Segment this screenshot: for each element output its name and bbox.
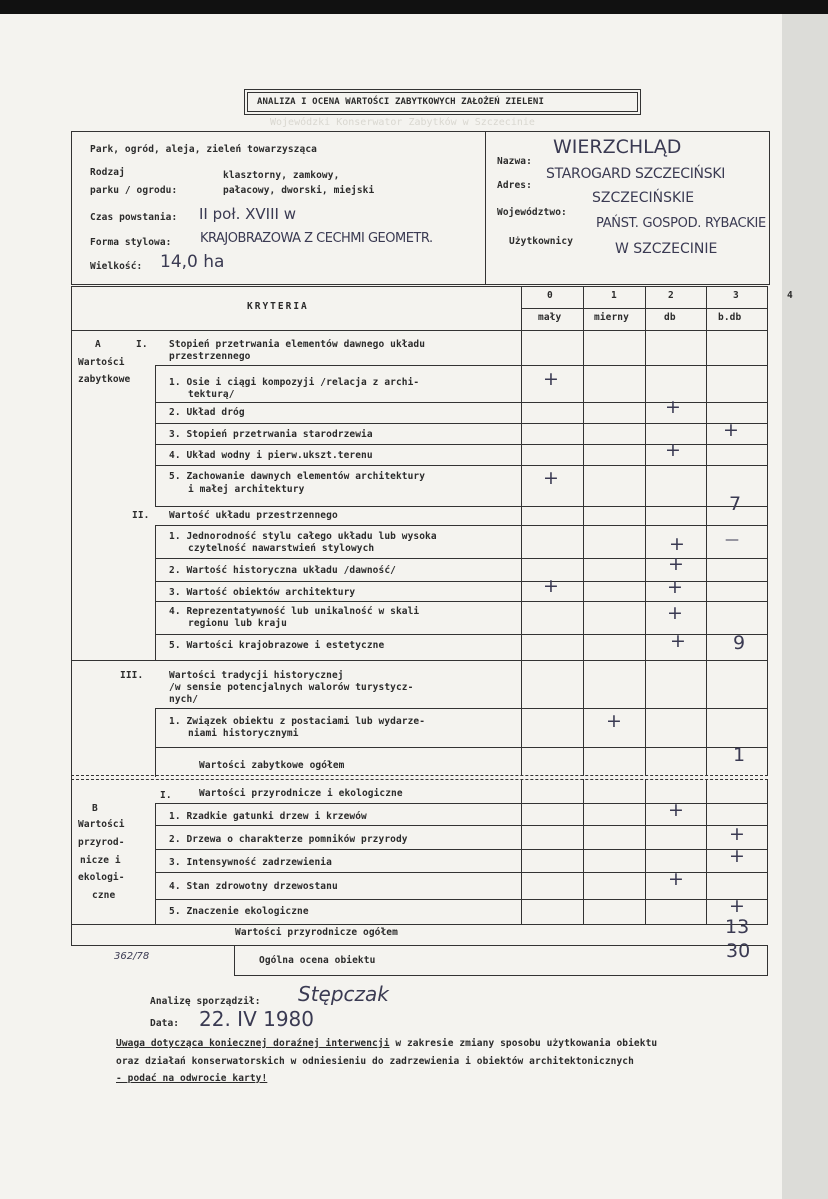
scan-top-border	[0, 0, 828, 14]
sum-zabytkowe: 1	[733, 744, 746, 766]
uwaga-line-3: - podać na odwrocie karty!	[116, 1073, 268, 1084]
czas-label: Czas powstania:	[90, 212, 178, 223]
type-line: Park, ogród, aleja, zieleń towarzysząca	[90, 144, 317, 155]
mark-a2-5: +	[670, 630, 686, 652]
row-a1-1b: tekturą/	[188, 389, 235, 400]
przyrodnicze-total-label: Wartości przyrodnicze ogółem	[235, 927, 398, 938]
uzyt-value-2: W SZCZECINIE	[615, 241, 718, 257]
mark-a2-2: +	[668, 553, 684, 575]
data-label: Data:	[150, 1018, 180, 1029]
section-b-num: I.	[160, 790, 172, 801]
uwaga-rest: w zakresie zmiany sposobu użytkowania obiektu	[389, 1038, 658, 1049]
section-b-name-2: przyrod-	[78, 837, 125, 848]
row-a2-1b: czytelność nawarstwień stylowych	[188, 543, 375, 554]
nazwa-value: WIERZCHLĄD	[553, 136, 682, 158]
col-num-4: 4	[787, 290, 793, 301]
parku-label: parku / ogrodu:	[90, 185, 178, 196]
row-a3-1b: niami historycznymi	[188, 728, 299, 739]
row-b-3: 3. Intensywność zadrzewienia	[169, 857, 332, 868]
sum-ogolna: 30	[726, 940, 751, 962]
data-value: 22. IV 1980	[199, 1007, 314, 1031]
mark-a1-5: +	[543, 467, 559, 489]
sporzadzil-label: Analizę sporządził:	[150, 996, 261, 1007]
row-b-2: 2. Drzewa o charakterze pomników przyrody	[169, 834, 408, 845]
row-a1-4: 4. Układ wodny i pierw.ukszt.terenu	[169, 450, 373, 461]
group-3-title-1: Wartości tradycji historycznej	[169, 670, 344, 681]
row-a2-1a: 1. Jednorodność stylu całego układu lub wysoka	[169, 531, 437, 542]
woj-value: SZCZECIŃSKIE	[592, 190, 695, 206]
zabytkowe-total-label: Wartości zabytkowe ogółem	[199, 760, 345, 771]
mark-b-4: +	[668, 868, 684, 890]
col-label-2: db	[664, 312, 676, 323]
ogolna-ocena-label: Ogólna ocena obiektu	[259, 955, 376, 966]
mark-a2-4: +	[667, 602, 683, 624]
page-title: ANALIZA I OCENA WARTOŚCI ZABYTKOWYCH ZAŁOŻEŃ ZIELENI	[257, 97, 544, 107]
header-divider	[485, 131, 486, 284]
mark-a1-4: +	[665, 439, 681, 461]
row-b-5: 5. Znaczenie ekologiczne	[169, 906, 309, 917]
row-a2-3: 3. Wartość obiektów architektury	[169, 587, 356, 598]
uzyt-label: Użytkownicy	[509, 236, 574, 247]
sum-group-1: 7	[729, 493, 742, 515]
section-b-name-5: czne	[92, 890, 116, 901]
group-1-title-2: przestrzennego	[169, 351, 251, 362]
forma-label: Forma stylowa:	[90, 237, 172, 248]
woj-label: Województwo:	[497, 207, 567, 218]
row-a1-5b: i małej architektury	[188, 484, 305, 495]
signature: Stępczak	[298, 982, 389, 1006]
group-3-title-2: /w sensie potencjalnych walorów turystycz-	[169, 682, 414, 693]
uwaga-underlined: Uwaga dotycząca koniecznej doraźnej interwencji	[116, 1038, 390, 1049]
row-a1-1a: 1. Osie i ciągi kompozyji /relacja z archi-	[169, 377, 420, 388]
adres-label: Adres:	[497, 180, 532, 191]
uzyt-value-1: PAŃST. GOSPOD. RYBACKIE	[596, 216, 766, 231]
col-label-0: mały	[538, 312, 562, 323]
mark-a1-3: +	[723, 419, 739, 441]
section-a-name-2: zabytkowe	[78, 374, 131, 385]
row-a2-5: 5. Wartości krajobrazowe i estetyczne	[169, 640, 385, 651]
rodzaj-options: klasztorny, zamkowy,	[223, 170, 340, 181]
uwaga-line-1	[116, 1038, 657, 1050]
row-b-1: 1. Rzadkie gatunki drzew i krzewów	[169, 811, 367, 822]
group-3-title-3: nych/	[169, 694, 199, 705]
section-b-title: Wartości przyrodnicze i ekologiczne	[199, 788, 403, 799]
mark-b-3: +	[729, 845, 745, 867]
row-a2-4b: regionu lub kraju	[188, 618, 287, 629]
section-b-name-3: nicze i	[80, 855, 121, 866]
section-a-letter: A	[95, 339, 101, 350]
mark-a1-1: +	[543, 368, 559, 390]
col-num-1: 1	[611, 290, 617, 301]
section-separator	[71, 775, 768, 780]
parku-options: pałacowy, dworski, miejski	[223, 185, 375, 196]
row-a2-4a: 4. Reprezentatywność lub unikalność w skali	[169, 606, 420, 617]
mark-a2-3: +	[543, 575, 559, 597]
wielkosc-value: 14,0 ha	[160, 252, 225, 272]
group-1-num: I.	[136, 339, 148, 350]
section-b-name-1: Wartości	[78, 819, 125, 830]
scan-right-edge	[782, 14, 828, 1199]
sum-przyrodnicze: 13	[725, 916, 750, 938]
group-2-title: Wartość układu przestrzennego	[169, 510, 338, 521]
uwaga-line-2: oraz działań konserwatorskich w odniesieniu do zadrzewienia i obiektów architektonicznych	[116, 1056, 634, 1067]
section-b-name-4: ekologi-	[78, 872, 125, 883]
mark-b-1: +	[668, 799, 684, 821]
section-a-name-1: Wartości	[78, 357, 125, 368]
nazwa-label: Nazwa:	[497, 156, 532, 167]
group-3-num: III.	[120, 670, 144, 681]
row-a2-2: 2. Wartość historyczna układu /dawność/	[169, 565, 396, 576]
group-2-num: II.	[132, 510, 150, 521]
col-num-3: 3	[733, 290, 739, 301]
mark-a2-1: +	[669, 533, 685, 555]
row-a1-5a: 5. Zachowanie dawnych elementów architektury	[169, 471, 426, 482]
col-label-3: b.db	[718, 312, 742, 323]
col-num-2: 2	[668, 290, 674, 301]
mark-a2-1-dash: —	[725, 532, 739, 548]
wielkosc-label: Wielkość:	[90, 261, 143, 272]
sum-group-2: 9	[733, 632, 746, 654]
kryteria-header: KRYTERIA	[247, 301, 309, 312]
section-b-letter: B	[92, 803, 98, 814]
reference-number: 362/78	[114, 951, 150, 962]
rodzaj-label: Rodzaj	[90, 167, 125, 178]
col-num-0: 0	[547, 290, 553, 301]
czas-value: II poł. XVIII w	[199, 205, 296, 223]
row-a1-3: 3. Stopień przetrwania starodrzewia	[169, 429, 373, 440]
bleed-through: Wojewódzki Konserwator Zabytków w Szczecinie	[270, 117, 535, 128]
mark-a3-1: +	[606, 710, 622, 732]
mark-a2-3b: +	[667, 576, 683, 598]
row-b-4: 4. Stan zdrowotny drzewostanu	[169, 881, 338, 892]
forma-value: KRAJOBRAZOWA Z CECHMI GEOMETR.	[200, 231, 433, 246]
mark-a1-2: +	[665, 396, 681, 418]
col-label-1: mierny	[594, 312, 629, 323]
mark-b-2: +	[729, 823, 745, 845]
mark-b-5: +	[729, 895, 745, 917]
row-a3-1a: 1. Związek obiektu z postaciami lub wydarze-	[169, 716, 426, 727]
row-a1-2: 2. Układ dróg	[169, 407, 245, 418]
group-1-title-1: Stopień przetrwania elementów dawnego układu	[169, 339, 426, 350]
adres-value: STAROGARD SZCZECIŃSKI	[546, 166, 726, 182]
